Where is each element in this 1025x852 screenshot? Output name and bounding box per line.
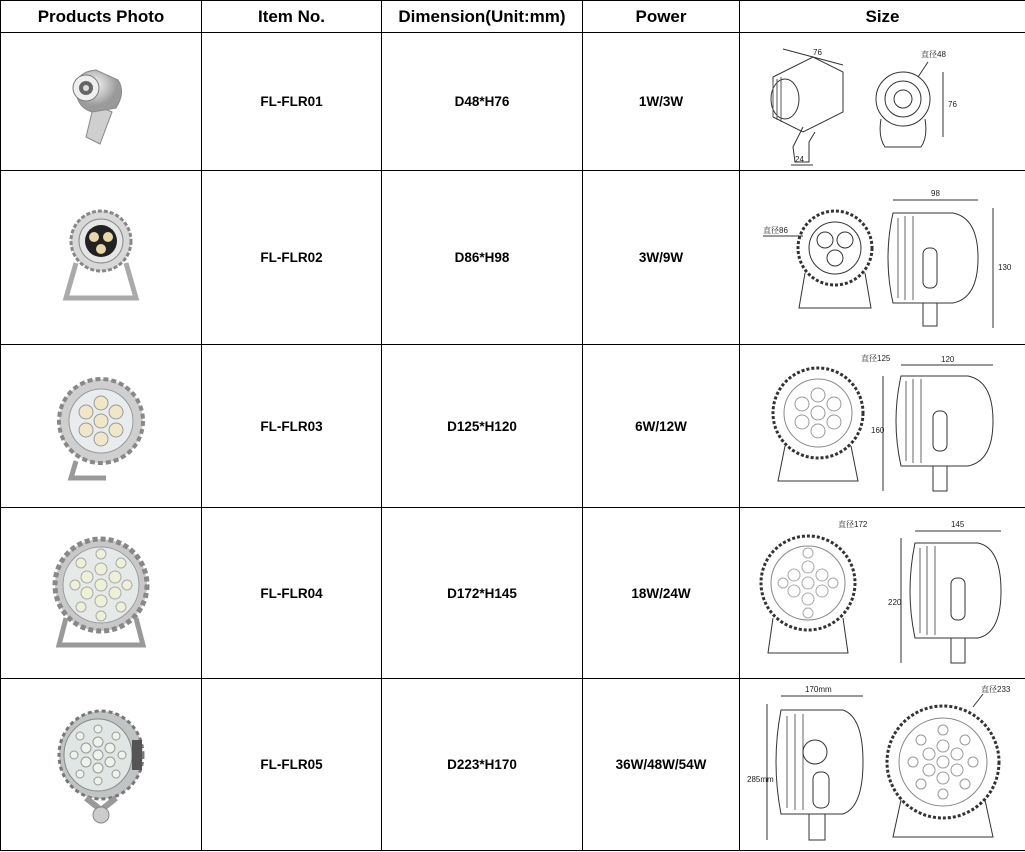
size-label-height: 76 (947, 99, 957, 109)
dimension-cell: D223*H170 (382, 679, 583, 851)
product-photo-cell (1, 679, 202, 851)
product-photo-cell (1, 33, 202, 171)
spotlight-7led-photo (46, 366, 156, 486)
spotlight-multi-led-photo (41, 533, 161, 653)
dimension-cell: D125*H120 (382, 345, 583, 508)
size-label-height: 130 (997, 262, 1011, 272)
item-no-cell: FL-FLR04 (202, 508, 382, 679)
header-row (1, 1, 1025, 33)
product-photo-cell (1, 171, 202, 345)
table-row (1, 679, 1025, 851)
size-label-width: 98 (930, 188, 940, 198)
dimension-cell: D172*H145 (382, 508, 583, 679)
spotlight-small-photo (56, 52, 146, 152)
size-label-height: 220 (887, 598, 901, 607)
size-label-width: 76 (812, 47, 822, 57)
size-drawing-cell (740, 508, 1025, 679)
header-item-no: Item No. (202, 1, 382, 33)
size-drawing-flr05 (743, 682, 1023, 847)
size-label-diameter: 直径125 (860, 354, 890, 363)
size-drawing-cell (740, 345, 1025, 508)
dimension-cell: D86*H98 (382, 171, 583, 345)
power-cell: 3W/9W (583, 171, 740, 345)
power-cell: 18W/24W (583, 508, 740, 679)
header-power: Power (583, 1, 740, 33)
spotlight-3led-photo (51, 203, 151, 313)
size-label-diameter: 直径172 (837, 520, 867, 529)
power-cell: 6W/12W (583, 345, 740, 508)
size-drawing-flr02 (743, 178, 1023, 338)
size-drawing-cell (740, 33, 1025, 171)
header-size: Size (740, 1, 1025, 33)
item-no-cell: FL-FLR05 (202, 679, 382, 851)
dimension-cell: D48*H76 (382, 33, 583, 171)
product-photo-cell (1, 508, 202, 679)
spotlight-large-photo (46, 700, 156, 830)
item-no-cell: FL-FLR01 (202, 33, 382, 171)
header-dimension: Dimension(Unit:mm) (382, 1, 583, 33)
table-row (1, 33, 1025, 171)
size-label-width: 120 (940, 355, 954, 364)
size-label-diameter: 直径86 (762, 225, 788, 235)
header-products-photo: Products Photo (1, 1, 202, 33)
power-cell: 1W/3W (583, 33, 740, 171)
item-no-cell: FL-FLR02 (202, 171, 382, 345)
size-label-diameter: 直径48 (920, 49, 946, 59)
size-label-width: 170mm (804, 685, 832, 694)
size-drawing-cell (740, 171, 1025, 345)
table-row (1, 345, 1025, 508)
item-no-cell: FL-FLR03 (202, 345, 382, 508)
table-row (1, 171, 1025, 345)
size-drawing-flr01 (743, 37, 1023, 167)
table-row (1, 508, 1025, 679)
product-photo-cell (1, 345, 202, 508)
size-drawing-flr03 (743, 351, 1023, 501)
size-label-height: 285mm (746, 775, 774, 784)
size-label-height: 160 (870, 426, 884, 435)
size-label-width: 145 (950, 520, 964, 529)
power-cell: 36W/48W/54W (583, 679, 740, 851)
size-label-base: 24 (794, 154, 804, 164)
size-label-diameter: 直径233 (980, 685, 1010, 694)
size-drawing-cell (740, 679, 1025, 851)
size-drawing-flr04 (743, 513, 1023, 673)
